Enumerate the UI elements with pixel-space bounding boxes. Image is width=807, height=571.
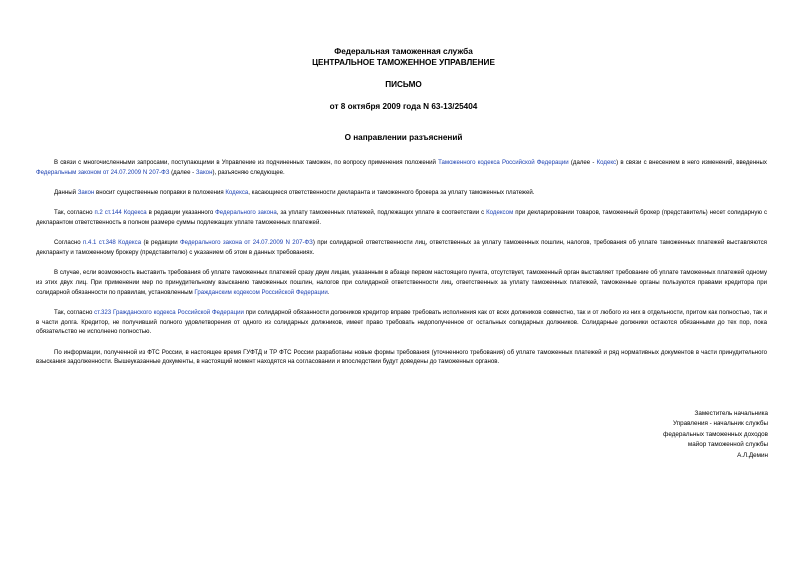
text: вносит существенные поправки в положения xyxy=(94,188,226,196)
paragraph-5 xyxy=(36,268,767,297)
text: , за уплату таможенных платежей, подлежащих уплате в соответствии с xyxy=(276,209,487,217)
paragraph-3 xyxy=(36,208,767,227)
text: ) при солидарной ответственности лиц, ответственных за уплату таможенных пошлин, налогов, требования об уплате таможенных платежей выставляются декларанту и таможенному брокеру (представителю) с указанием об этом в данных требованиях. xyxy=(36,239,767,256)
link-law[interactable]: Закон xyxy=(195,168,213,176)
link-code[interactable]: Кодекс xyxy=(596,159,617,166)
signer-title-3: федеральных таможенных доходов xyxy=(663,430,768,438)
paragraph-2 xyxy=(36,188,767,198)
text: Так, согласно xyxy=(54,209,95,217)
paragraph-7 xyxy=(36,348,767,367)
text: , касающиеся ответственности декларанта и таможенного брокера за уплату таможенных платежей. xyxy=(248,188,535,196)
signer-title-2: Управления - начальник службы xyxy=(672,420,768,428)
text: при солидарной обязанности должников кредитор вправе требовать исполнения как от всех должников совместно, так и от любого из них в отдельности, притом как полностью, так и в части долга. Кредитор, не получивший полного удовлетворения от одного из солидарных должников, имеет право требовать недополученное от остальных солидарных должников. Солидарные должники остаются обязанными до тех пор, пока обязательство не исполнено полностью. xyxy=(36,308,768,336)
agency-name: Федеральная таможенная служба xyxy=(334,47,473,56)
link-code[interactable]: Кодексом xyxy=(486,209,514,217)
text: ) в связи с внесением в него изменений, введенных xyxy=(616,159,767,166)
paragraph-4 xyxy=(36,238,767,257)
department-name: ЦЕНТРАЛЬНОЕ ТАМОЖЕННОЕ УПРАВЛЕНИЕ xyxy=(312,58,495,67)
link-civil-code-article-323[interactable]: ст.323 Гражданского кодекса Российской Федерации xyxy=(94,308,244,316)
signature-block xyxy=(663,409,768,461)
text: Согласно xyxy=(54,239,83,247)
link-civil-code[interactable]: Гражданским кодексом Российской Федерации xyxy=(194,288,328,296)
document-body xyxy=(36,158,767,377)
document-subject: О направлении разъяснений xyxy=(344,133,463,142)
text: (далее - xyxy=(169,168,196,176)
text: В случае, если возможность выставить требования об уплате таможенных платежей сразу двум лицам, указанным в абзаце первом настоящего пункта, отсутствует, таможенный орган выставляет требование об уплате таможенных платежей одному из этих двух лиц. При применении мер по принудительному взысканию таможенных пошлин, налогов при солидарной ответственности лиц, ответственных за уплату таможенных платежей, таможенные органы пользуются правами кредитора при солидарной обязанности по правилам, установленным xyxy=(36,269,767,296)
signer-name: А.Л.Демин xyxy=(737,451,768,459)
signer-rank: майор таможенной службы xyxy=(687,441,768,449)
text: По информации, полученной из ФТС России, в настоящее время ГУФТД и ТР ФТС России разработаны новые формы требования (уточненного требования) об уплате таможенных платежей и ряд нормативных документов в части принудительного взыскания задолженности. Вышеуказанные документы, в настоящий момент находятся на согласовании и впоследствии будут доведены до таможенных органов. xyxy=(36,348,767,366)
link-federal-law[interactable]: Федерального закона xyxy=(215,209,277,217)
document-type: ПИСЬМО xyxy=(385,80,422,89)
document-date-number: от 8 октября 2009 года N 63-13/25404 xyxy=(329,102,478,111)
link-article-348[interactable]: п.4.1 ст.348 Кодекса xyxy=(82,239,142,247)
paragraph-6 xyxy=(36,308,767,337)
text: . xyxy=(327,288,330,296)
link-law[interactable]: Закон xyxy=(77,188,95,196)
text: Данный xyxy=(54,188,78,196)
text: (в редакции xyxy=(141,239,180,247)
link-customs-code[interactable]: Таможенного кодекса Российской Федерации xyxy=(438,159,569,166)
link-federal-law-207[interactable]: Федерального закона от 24.07.2009 N 207-ФЗ xyxy=(179,239,313,247)
text: (далее - xyxy=(568,159,597,166)
text: ), разъясняю следующее. xyxy=(212,168,285,176)
text: при декларировании товаров, таможенный брокер (представитель) несет солидарную с декларантом ответственность в полном размере суммы подлежащих уплате таможенных платежей. xyxy=(36,209,768,226)
paragraph-1 xyxy=(36,158,767,177)
link-code[interactable]: Кодекса xyxy=(225,188,249,196)
text: в редакции указанного xyxy=(146,209,216,217)
link-federal-law-207[interactable]: Федеральным законом от 24.07.2009 N 207-ФЗ xyxy=(36,168,170,176)
text: В связи с многочисленными запросами, поступающими в Управление из подчиненных таможен, по вопросу применения положений xyxy=(54,159,439,166)
signer-title-1: Заместитель начальника xyxy=(694,410,768,417)
link-article-144[interactable]: п.2 ст.144 Кодекса xyxy=(94,209,147,217)
text: Так, согласно xyxy=(54,308,95,316)
